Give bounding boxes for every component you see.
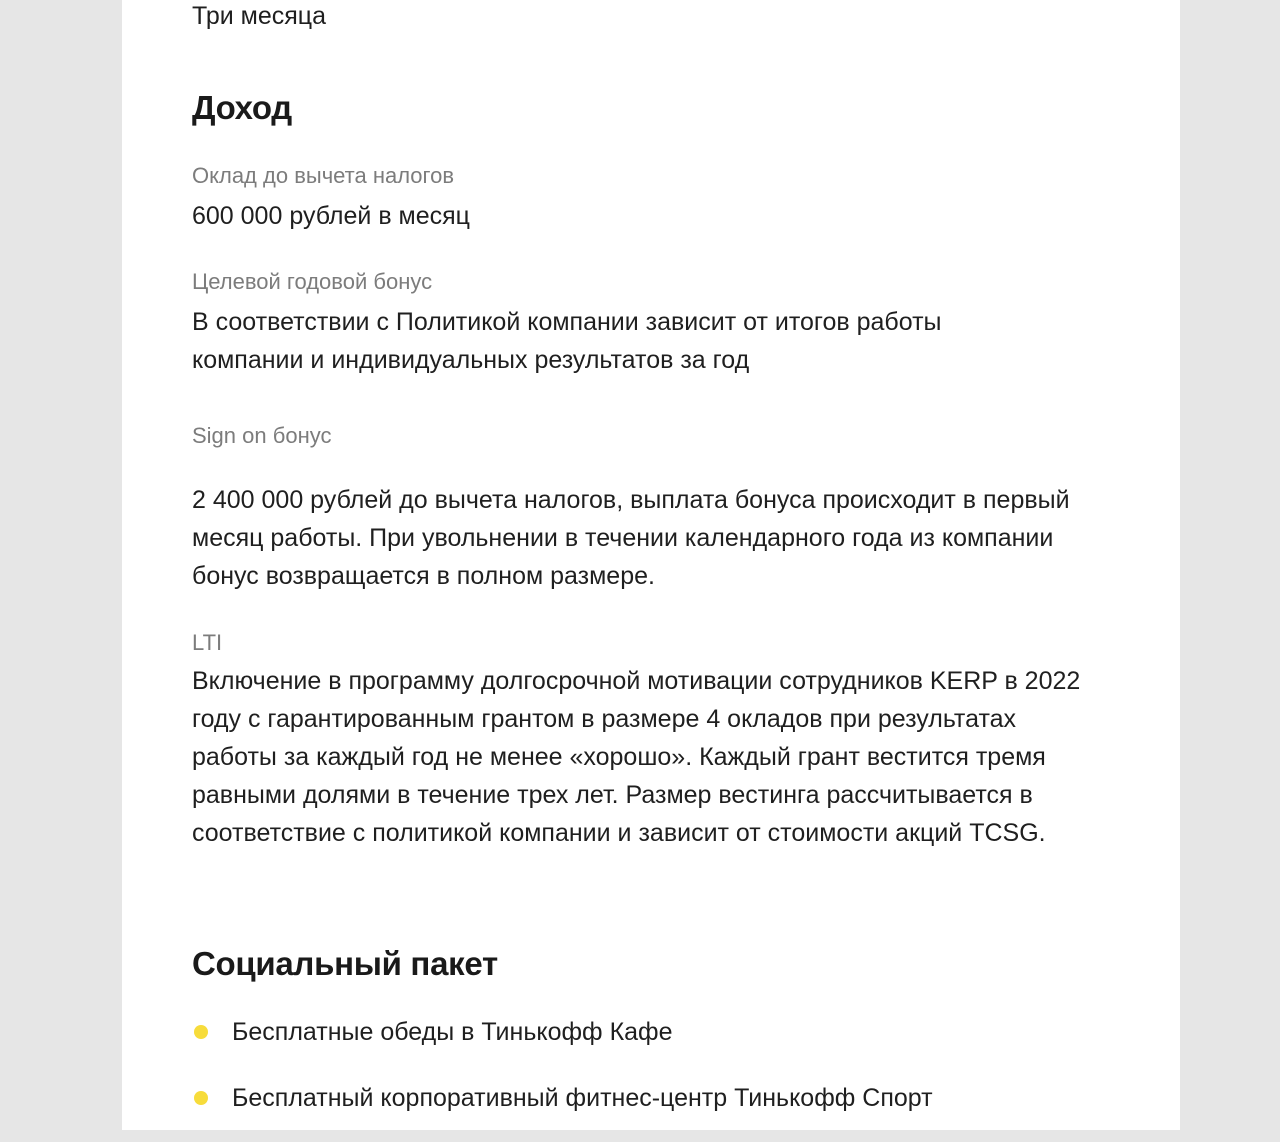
- list-item: [192, 1076, 933, 1142]
- bullet-dot-icon: [194, 1091, 208, 1105]
- list-item: [192, 1010, 933, 1076]
- bullet-dot-icon: [194, 1025, 208, 1039]
- document-page: [122, 0, 1180, 1130]
- income-heading: Доход: [192, 89, 292, 126]
- lti-label: LTI: [192, 630, 223, 655]
- list-item-text: Бесплатный корпоративный фитнес-центр Тинькофф Спорт: [232, 1084, 933, 1112]
- salary-label: Оклад до вычета налогов: [192, 163, 455, 188]
- annual-bonus-value: В соответствии с Политикой компании зависит от итогов работы компании и индивидуальных результатов за год: [192, 308, 942, 374]
- lti-value: Включение в программу долгосрочной мотивации сотрудников KERP в 2022 году с гарантированным грантом в размере 4 окладов при результатах работы за каждый год не менее «хорошо». Каждый грант вестится тремя равными долями в течение трех лет. Размер вестинга рассчитывается в соответствие с политикой компании и зависит от стоимости акций TCSG.: [192, 667, 1081, 847]
- salary-value: 600 000 рублей в месяц: [192, 202, 470, 230]
- signon-bonus-value: 2 400 000 рублей до вычета налогов, выплата бонуса происходит в первый месяц работы. При увольнении в течении календарного года из компании бонус возвращается в полном размере.: [192, 486, 1070, 590]
- list-item-text: Бесплатные обеды в Тинькофф Кафе: [232, 1018, 673, 1046]
- previous-section-text: Три месяца: [192, 2, 327, 30]
- signon-bonus-label: Sign on бонус: [192, 423, 332, 448]
- annual-bonus-label: Целевой годовой бонус: [192, 269, 433, 294]
- social-package-heading: Социальный пакет: [192, 945, 498, 982]
- social-package-list: [192, 1010, 933, 1142]
